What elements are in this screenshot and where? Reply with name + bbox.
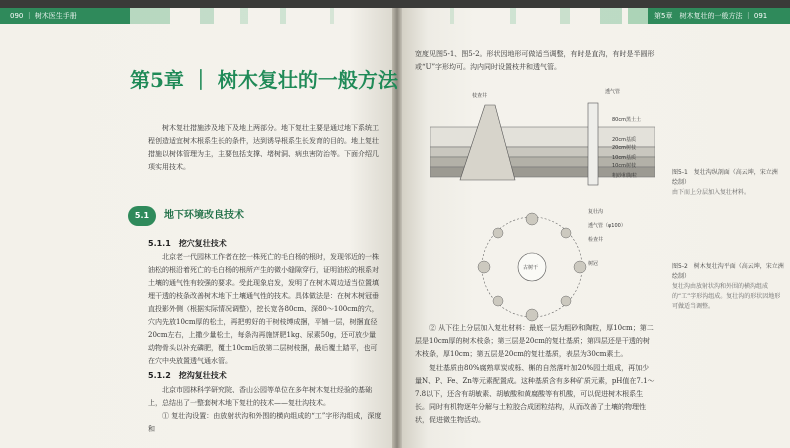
figure-5-2-note: 复壮沟由放射状沟和外围的横沟组成的“工”字形沟组成。复壮沟的形状因地形可做适当调整。: [672, 283, 781, 310]
subsection-2-text: 北京市园林科学研究院、香山公园等单位在多年树木复壮经验的基础上，总结出了一整套树木地下复壮的技术——复壮沟技术。: [148, 386, 372, 407]
fig1-label-20b: 20cm树枝: [612, 145, 636, 151]
figure-5-2-plan: [470, 205, 660, 323]
header-decoration-right: [420, 8, 648, 24]
fig2-label-chajing: 检查井: [588, 237, 604, 243]
figure-5-2-caption-block: [672, 262, 784, 312]
fig1-label-20a: 20cm基质: [612, 137, 636, 143]
subsection-1-text: 北京老一代园林工作者在挖一株死亡的毛白杨的根时，发现邻近的一株油松的根沿着死亡的毛白杨的根所产生的微小缝隙穿行，证明油松的根系对土壤的通气性有较强的要求。受此现象启发，发明了在树木周边适当位置填埋干透的枝条改善树木地下土壤通气性的技术。具体做法是：在树木树冠垂直投影外侧（根据实际情况调整），挖长宽各80cm、深80～100cm的穴，穴内先放10cm厚的松土，再把剪好的干树枝缚成捆，平铺一层，树捆直径20cm左右，上撒少量松土，每条沟再施饼肥1kg、尿素50g，还可放少量动物骨头以补充磷肥，覆土10cm后放第二层树枝捆，最后覆土踏平，也可在穴中央放置透气通水管。: [148, 253, 379, 365]
section-heading: [128, 206, 378, 226]
figure-5-2-caption: 图5-2 树木复壮沟平面（高云坤，宋立洲 绘制）: [672, 263, 784, 280]
figure-5-1-caption: 图5-1 复壮沟纵剖面（高云坤，宋立洲 绘制）: [672, 169, 778, 186]
subsection-title-1: 5.1.1 挖穴复壮技术: [148, 239, 227, 248]
fig1-label-10b: 10cm树枝: [612, 163, 636, 169]
subsection-2-item: ① 复壮沟设置：由放射状沟和外围的横向组成的“工”字形沟组成，深度和: [148, 412, 382, 433]
fig2-label-shuzhi: 树冠: [588, 261, 599, 267]
right-page-header: 第5章 树木复壮的一般方法 ｜ 091: [648, 8, 790, 24]
fig1-label-jingai: 枝查井: [472, 93, 488, 99]
section-number-badge: 5.1: [128, 206, 156, 226]
subsection-title-2: 5.1.2 挖沟复壮技术: [148, 371, 227, 380]
figure-5-1-note: 由下而上分层加入复壮材料。: [672, 189, 751, 196]
chapter-intro: [148, 122, 383, 174]
fig2-label-shugan: 古树干: [523, 265, 539, 271]
chapter-title: 第5章 ｜ 树木复壮的一般方法: [130, 68, 398, 92]
fig1-label-10c: 粗砂和陶粒: [612, 173, 638, 179]
figure-5-1-caption-block: [672, 168, 784, 198]
header-decoration-left: [130, 8, 392, 24]
figure-5-1-profile: [430, 85, 655, 195]
left-page-header: 090 ｜ 树木医生手册: [0, 8, 130, 24]
right-item-2: ② 从下往上分层加入复壮材料：最底一层为粗砂和陶粒，厚10cm；第二层是10cm厚的树木枝条；第三层是20cm的复壮基质；第四层还是干透的树木枝条，厚10cm；第五层是20cm的复壮基质，表层为30cm素土。: [415, 324, 654, 358]
fig2-label-fuzhuanggou: 复壮沟: [588, 209, 604, 215]
fig1-label-tongqiguan: 透气管: [605, 89, 621, 95]
fig1-label-80: 80cm黑土土: [612, 117, 641, 123]
right-top-text: 宽度见图5-1、图5-2。形状因地形可做适当调整，有时是直沟，有时是半圆形或“U”字形均可。沟内同时设置枝井和透气管。: [415, 50, 655, 71]
section-title: 地下环境改良技术: [164, 210, 244, 221]
fig1-label-10a: 10cm基质: [612, 155, 636, 161]
right-item-3: 复壮基质由80%腐熟草炭或栎、槲的自然落叶加20%园土组成，再加少量N、P、Fe、Zn等元素配置成。这种基质含有多种矿质元素，pH值在7.1～7.8以下，还含有胡敏素、胡敏酸和黄腐酸等有机酸，可以促进树木根系生长。同时有机物逐年分解与土粒胶合成团粒结构，从而改善了土壤的物理性状，促进微生物活动。: [415, 364, 655, 424]
intro-paragraph: 树木复壮措施涉及地下及地上两部分。地下复壮主要是通过地下系统工程创造适宜树木根系生长的条件，达到诱导根系生长发育的目的。地上复壮措施以树体管理为主，主要包括支撑、堵树洞、病虫害防治等。下面介绍几项实用技术。: [148, 124, 379, 171]
fig2-label-tongqiguan: 透气管（φ100）: [588, 223, 626, 229]
